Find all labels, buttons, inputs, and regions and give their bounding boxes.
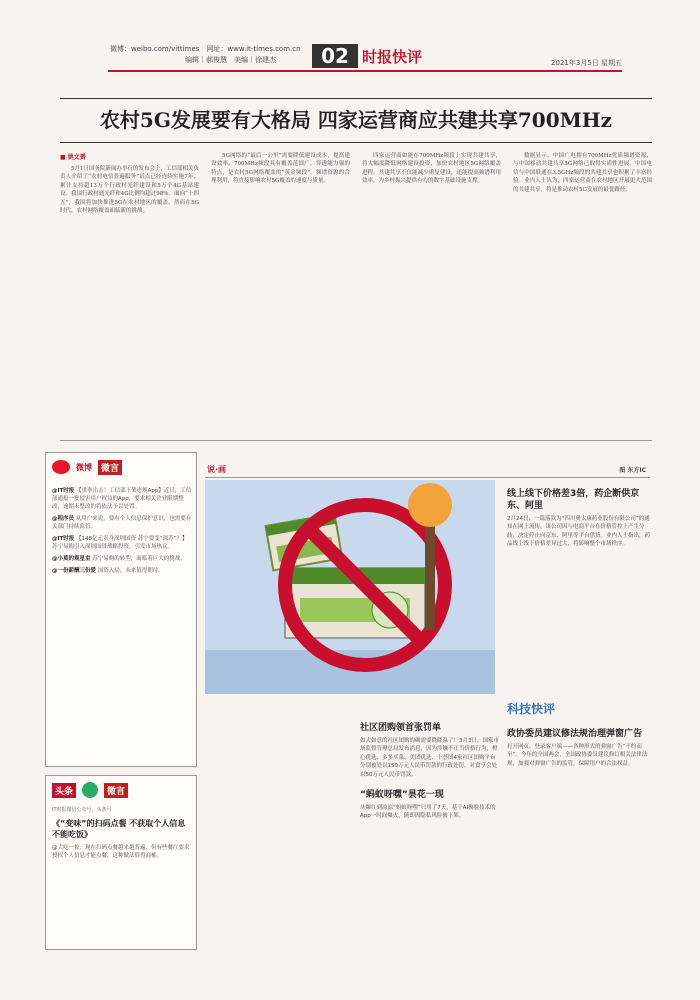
website-url: 网址：www.it-times.com.cn	[206, 45, 301, 53]
article-body	[60, 152, 652, 422]
illustration-header	[205, 462, 650, 478]
list-item	[52, 535, 192, 551]
story3-title: 政协委员建议修法规治理弹窗广告	[507, 729, 643, 739]
paragraph: 四家运营商如能在700MHz频段上实现共建共享，将大幅度降低网络建设投资，加快农村地区5G网络覆盖进程。共建共享不仅能减少重复建设，还能提高频谱利用效率，为乡村振兴提供有力的数字基础设施支撑。	[362, 153, 501, 185]
header-rule	[108, 70, 622, 72]
item-source: @小莫的观星室	[52, 556, 91, 562]
story2-body: 从爆红到凉凉“蚂蚁呀嘿”只用了7天，基于AI换脸技术的App一时间爆火，随即因隐私风险被下架。	[360, 805, 496, 820]
toutiao-brand: 头条	[52, 783, 76, 798]
illustration-credit: 图 东方IC	[619, 467, 646, 474]
weibo-url: 微博：weibo.com/vittimes	[110, 45, 200, 53]
side-story-body: 2月24日，一篇落款为“四川奥太康药业股份有限公司”的通知在网上流传，该公司因与电商平台在价格管控上产生分歧，决定停止向京东、阿里等平台供货。业内人士指出，药品线上线下价格差异过大，将影响整个市场秩序。	[507, 516, 651, 548]
weibo-box	[45, 452, 197, 767]
page-header	[0, 0, 700, 78]
story2-title: “蚂蚁呀嘿”昙花一现	[360, 790, 444, 801]
weibo-box-header	[46, 453, 196, 481]
toutiao-box	[45, 775, 197, 950]
article-col-3	[362, 152, 501, 422]
item-text: 从用户来说，要有个人信息保护意识，也需要有关部门持续监管。	[52, 516, 192, 530]
illustration	[205, 480, 495, 694]
item-text: 国资入局，未来值得期待。	[97, 568, 164, 574]
item-text: 【148亿元卖身深圳国资 苏宁要变“深苏”？】苏宁易购引入深圳国资战略投资，引发市场热议。	[52, 536, 188, 550]
item-source: @一份薪酬三份爱	[52, 568, 97, 574]
list-item	[52, 567, 192, 575]
block-text: @大吃一惊：现在扫码点餐越来越普遍，但有些餐厅要求授权个人信息才能点餐，这种做法值得商榷。	[52, 845, 190, 859]
byline: ■ 姚文赟	[60, 154, 86, 161]
header-social	[110, 44, 301, 54]
weibo-items	[52, 487, 192, 763]
article-col-4	[513, 152, 652, 422]
column-logo: 科技快评	[507, 702, 556, 716]
toutiao-box-header	[46, 776, 196, 804]
bottom-col-right	[507, 726, 652, 950]
item-source: @程序员	[52, 516, 75, 522]
paragraph: 5月1日国务院新闻办举行的发布会上，工信部相关负责人介绍了“农村电信普遍服务”试点已经连续实施7年，累计支持超13万个行政村光纤建设和5万个4G基站建设。我国行政村通光纤和4G比例均超过98%。面向“十四五”，我国将加快推进5G在农村地区的覆盖。然而在5G时代，农村网络覆盖面临新的挑战。	[60, 166, 199, 215]
block-title: 《“变味”的扫码点餐 不获取个人信息不能吃饭》	[52, 819, 186, 839]
article-col-1	[60, 152, 199, 422]
paragraph: 5G网络的“最后一公里”需要降低建设成本，提高建设效率。700MHz频段具有覆盖范围广、穿透能力强的特点，是农村5G网络覆盖的“黄金频段”。频谱资源的合理利用，将直接影响农村5G覆盖的速度与质量。	[211, 153, 350, 185]
list-item	[52, 515, 192, 531]
list-item	[52, 555, 192, 563]
item-text: 【重拳出击！工信部下架违规App】近日，工信部通报一批侵害用户权益的App，要求相关企业限期整改，逾期未整改的将依法予以处置。	[52, 488, 192, 510]
no-sign-illustration	[205, 480, 495, 694]
page-number: 02	[312, 44, 358, 68]
list-item	[52, 487, 192, 511]
story1-body: 如大如意的社区团购的确需要降降温了！3月3日，国家市场监督管理总局发布消息，因为涉嫌不正当价格行为，橙心优选、多多买菜、美团优选、十荟团4家社区团购平台分别被处以150万元人民币罚款的行政处罚，对食享会处以50万元人民币罚款。	[360, 738, 500, 778]
bottom-col-middle	[360, 720, 500, 950]
weibo-title: 微言	[98, 460, 122, 475]
design-credit: 美编｜徐建杰	[234, 56, 276, 64]
article-divider	[60, 440, 652, 441]
item-source: @IT时报	[52, 488, 75, 494]
headline: 农村5G发展要有大格局 四家运营商应共建共享700MHz	[99, 108, 613, 132]
item-source: @IT时报	[52, 536, 75, 542]
story1-title: 社区团购领首张罚单	[360, 723, 442, 733]
article-col-2	[211, 152, 350, 422]
header-credits	[185, 55, 276, 65]
weibo-icon	[52, 460, 70, 474]
illustration-tag: 说·画	[207, 465, 227, 474]
toutiao-items	[52, 818, 192, 946]
side-story-title: 线上线下价格差3倍，药企断供京东、阿里	[507, 489, 640, 511]
section-title: 时报快评	[362, 48, 423, 66]
wechat-icon	[82, 782, 98, 798]
item-text: 苏宁易购的转型，面临着巨大的挑战。	[92, 556, 186, 562]
story3-body: 打开网页、登录客户端——各种形式的弹窗广告“不约而至”。今年的全国两会，全国政协委员建议修订相关法律法规，加强对弹窗广告的监管，保障用户的合法权益。	[507, 744, 648, 767]
editor-credit: 编辑｜郝俊慧	[185, 56, 227, 64]
headline-top-rule	[60, 98, 652, 99]
toutiao-subtitle: IT时报微信公众号、头条号	[52, 807, 112, 813]
issue-date: 2021年3月5日 星期五	[551, 59, 622, 67]
weibo-brand: 微博	[76, 462, 92, 472]
headline-bottom-rule	[60, 142, 652, 143]
paragraph: 数据显示，中国广电拥有700MHz优质频谱资源，与中国移动共建共享5G网络已取得实质性进展。中国电信与中国联通在3.5GHz频段的共建共享也积累了丰富经验。业内人士认为，四家运营商在农村地区开展更大范围的共建共享，将是推动农村5G发展的最优路径。	[513, 153, 652, 193]
toutiao-title: 微言	[104, 783, 128, 798]
